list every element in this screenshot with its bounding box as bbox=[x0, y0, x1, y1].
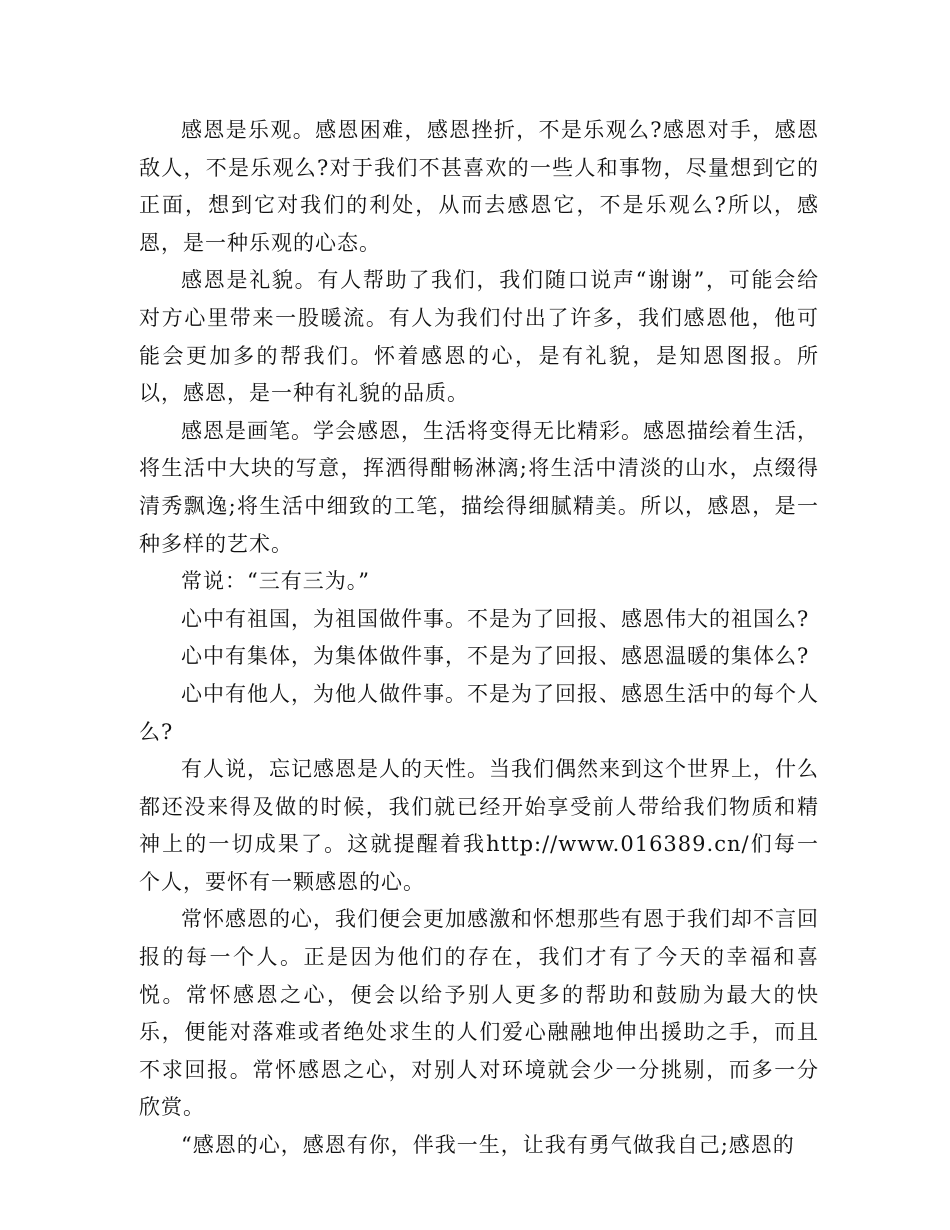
paragraph-politeness: 感恩是礼貌。有人帮助了我们，我们随口说声“谢谢”，可能会给对方心里带来一股暖流。有人为我们付出了许多，我们感恩他，他可能会更加多的帮我们。怀着感恩的心，是有礼貌，是知恩图报。所以，感恩，是一种有礼貌的品质。 bbox=[139, 268, 819, 406]
paragraph-saying: 常说：“三有三为。” bbox=[181, 569, 370, 594]
paragraph-optimism: 感恩是乐观。感恩困难，感恩挫折，不是乐观么?感恩对手，感恩敌人，不是乐观么?对于我们不甚喜欢的一些人和事物，尽量想到它的正面，想到它对我们的利处，从而去感恩它，不是乐观么?所以，感恩，是一种乐观的心态。 bbox=[139, 118, 819, 255]
paragraph-paintbrush: 感恩是画笔。学会感恩，生活将变得无比精彩。感恩描绘着生活，将生活中大块的写意，挥洒得酣畅淋漓;将生活中清淡的山水，点缀得清秀飘逸;将生活中细致的工笔，描绘得细腻精美。所以，感恩，是一种多样的艺术。 bbox=[139, 418, 819, 556]
paragraph-motherland: 心中有祖国，为祖国做件事。不是为了回报、感恩伟大的祖国么? bbox=[181, 606, 810, 631]
paragraph-nature: 有人说，忘记感恩是人的天性。当我们偶然来到这个世界上，什么都还没来得及做的时候，我们就已经开始享受前人带给我们物质和精神上的一切成果了。这就提醒着我http://www.016389.cn/们每一个人，要怀有一颗感恩的心。 bbox=[139, 757, 819, 894]
paragraph-others: 心中有他人，为他人做件事。不是为了回报、感恩生活中的每个人么? bbox=[139, 681, 819, 744]
paragraph-song-quote: “感恩的心，感恩有你，伴我一生，让我有勇气做我自己;感恩的 bbox=[181, 1133, 795, 1158]
paragraph-collective: 心中有集体，为集体做件事，不是为了回报、感恩温暖的集体么? bbox=[181, 644, 810, 669]
document-body bbox=[139, 112, 819, 1165]
paragraph-grateful-heart: 常怀感恩的心，我们便会更加感激和怀想那些有恩于我们却不言回报的每一个人。正是因为他们的存在，我们才有了今天的幸福和喜悦。常怀感恩之心，便会以给予别人更多的帮助和鼓励为最大的快乐，便能对落难或者绝处求生的人们爱心融融地伸出援助之手，而且不求回报。常怀感恩之心，对别人对环境就会少一分挑剔，而多一分欣赏。 bbox=[139, 907, 819, 1120]
